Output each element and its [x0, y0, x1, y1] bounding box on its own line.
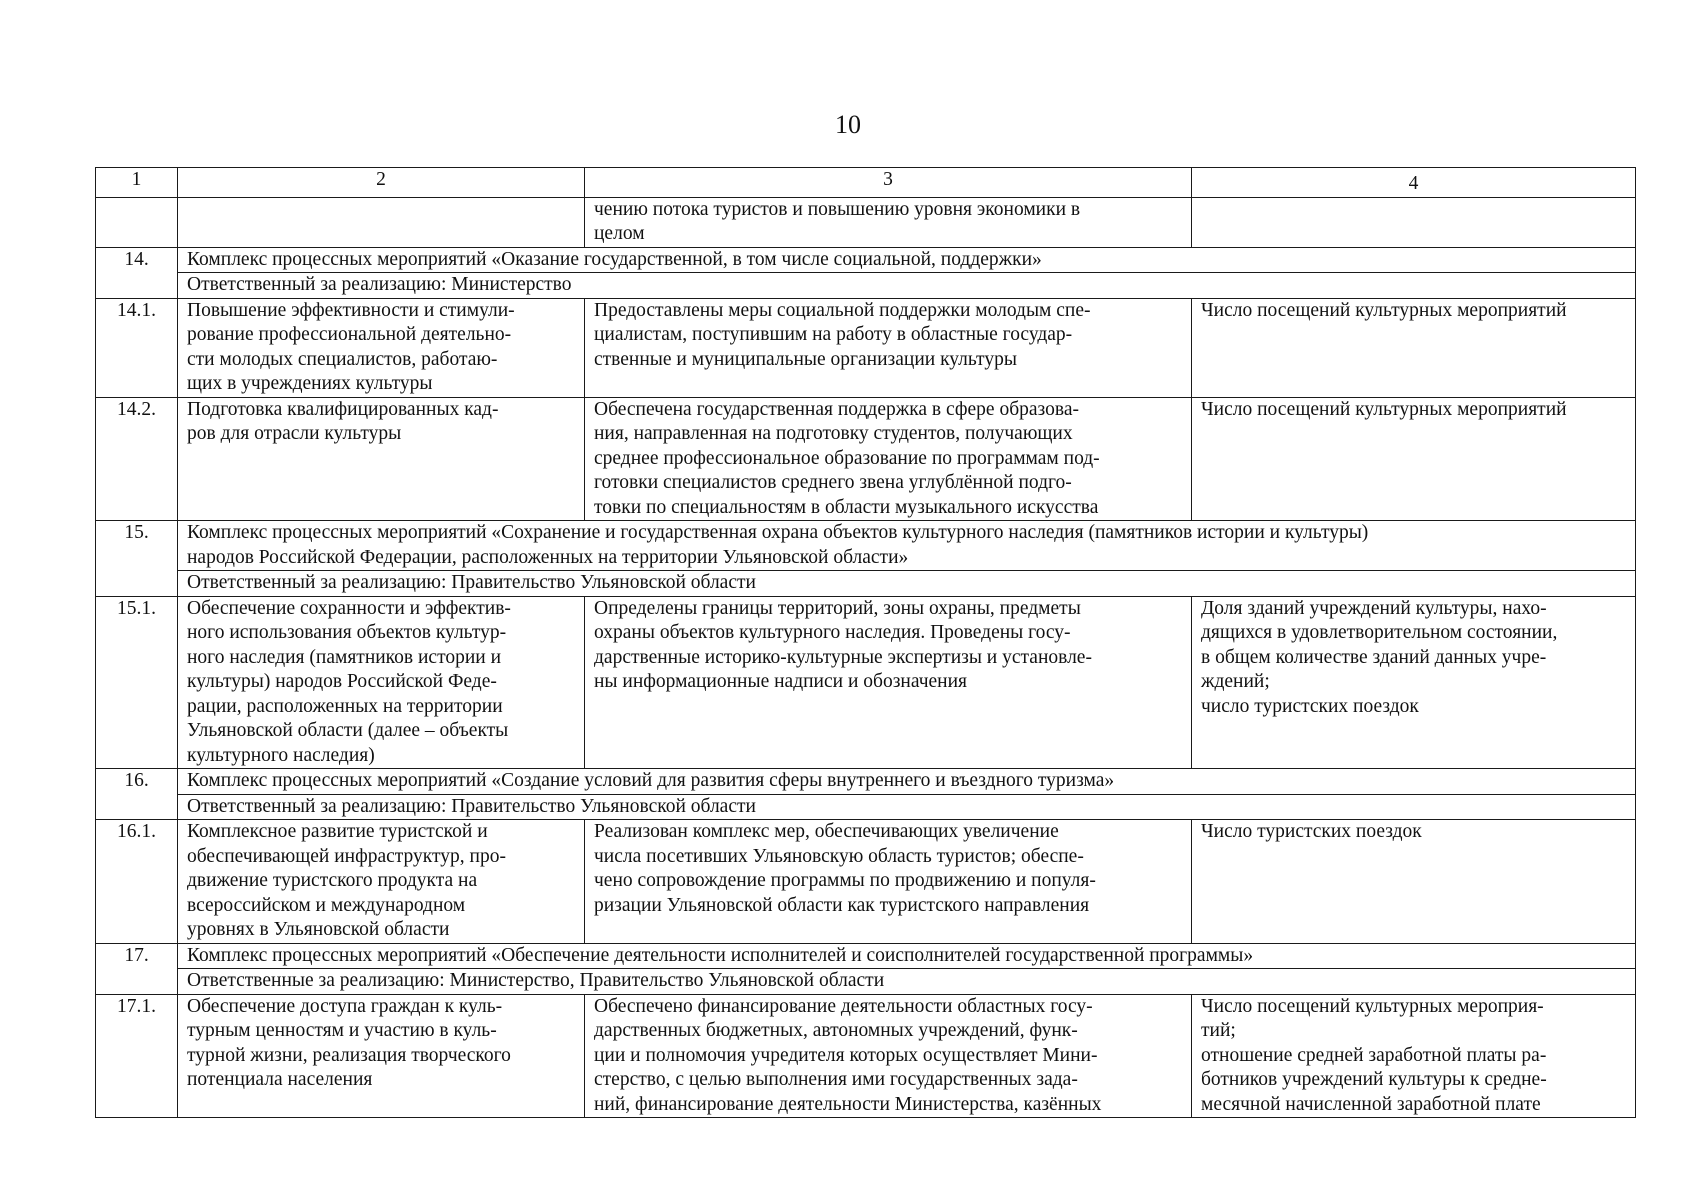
item-indicator-line: дящихся в удовлетворительном состоянии, [1201, 622, 1558, 643]
item-result-line: чено сопровождение программы по продвижению и популя- [594, 870, 1096, 891]
item-activity-line: турной жизни, реализация творческого [187, 1044, 511, 1066]
item-activity-line: Повышение эффективности и стимули- [187, 299, 515, 321]
item-indicator-cell [1192, 820, 1636, 944]
section-responsible-cell: Ответственный за реализацию: Правительство Ульяновской области [178, 571, 1636, 597]
section-number-cell: 17. [96, 943, 178, 994]
item-number-cell: 17.1. [96, 994, 178, 1118]
item-result-line: числа посетивших Ульяновскую область туристов; обеспе- [594, 845, 1084, 867]
item-result-line: Реализован комплекс мер, обеспечивающих увеличение [594, 821, 1059, 842]
item-row [96, 596, 1636, 769]
item-result-line: готовки специалистов среднего звена углублённой подго- [594, 472, 1072, 493]
item-result-line: ний, финансирование деятельности Министерства, казённых [594, 1093, 1102, 1115]
continuation-num-cell [96, 197, 178, 247]
continuation-col3-cell [585, 197, 1192, 247]
item-result-line: циалистам, поступившим на работу в областные государ- [594, 324, 1073, 345]
section-title-cell [178, 247, 1636, 273]
section-number-cell: 14. [96, 247, 178, 298]
item-activity-line: потенциала населения [187, 1069, 373, 1090]
item-result-line: дарственных бюджетных, автономных учреждений, функ- [594, 1020, 1078, 1041]
item-activity-line: Ульяновской области (далее – объекты [187, 720, 509, 741]
section-title-cell [178, 943, 1636, 969]
section-title-line: Комплекс процессных мероприятий «Сохранение и государственная охрана объектов культурного наследия (памятников истории и культуры) [187, 522, 1369, 543]
item-indicator-line: тий; [1201, 1020, 1236, 1041]
item-indicator-cell [1192, 994, 1636, 1118]
item-activity-line: рации, расположенных на территории [187, 695, 503, 717]
item-activity-line: турным ценностям и участию в куль- [187, 1020, 497, 1041]
section-title-row [96, 769, 1636, 795]
item-result-cell [585, 994, 1192, 1118]
item-activity-line: культуры) народов Российской Феде- [187, 671, 497, 692]
header-col-2: 2 [178, 168, 585, 198]
item-indicator-line: Число посещений культурных мероприя- [1201, 995, 1544, 1017]
header-row [96, 168, 1636, 198]
section-responsible-row [96, 794, 1636, 820]
item-indicator-line: отношение средней заработной платы ра- [1201, 1044, 1547, 1066]
item-result-cell [585, 820, 1192, 944]
item-result-line: ции и полномочия учредителя которых осуществляет Мини- [594, 1044, 1098, 1066]
section-title-line: Комплекс процессных мероприятий «Обеспечение деятельности исполнителей и соисполнителей государственной программы» [187, 944, 1254, 966]
continuation-line: чению потока туристов и повышению уровня экономики в [594, 198, 1081, 220]
item-result-line: стерство, с целью выполнения ими государственных зада- [594, 1069, 1078, 1090]
item-row [96, 397, 1636, 521]
item-row [96, 298, 1636, 397]
header-col-3: 3 [585, 168, 1192, 198]
item-activity-line: ного использования объектов культур- [187, 622, 507, 643]
item-activity-line: движение туристского продукта на [187, 870, 478, 891]
section-title-line: народов Российской Федерации, расположенных на территории Ульяновской области» [187, 546, 909, 568]
item-activity-line: ров для отрасли культуры [187, 423, 402, 444]
table-body [96, 197, 1636, 1118]
section-responsible-row [96, 969, 1636, 995]
item-number-cell: 16.1. [96, 820, 178, 944]
section-title-line: Комплекс процессных мероприятий «Создание условий для развития сферы внутреннего и въездного туризма» [187, 770, 1115, 791]
item-indicator-line: Число посещений культурных мероприятий [1201, 299, 1567, 321]
item-result-cell [585, 397, 1192, 521]
item-indicator-line: число туристских поездок [1201, 695, 1419, 717]
section-number-cell: 16. [96, 769, 178, 820]
item-indicator-line: Число посещений культурных мероприятий [1201, 398, 1567, 420]
section-title-cell [178, 769, 1636, 795]
item-indicator-line: месячной начисленной заработной плате [1201, 1093, 1541, 1115]
item-result-line: Обеспечена государственная поддержка в сфере образова- [594, 398, 1079, 420]
header-col-1: 1 [96, 168, 178, 198]
section-number-cell: 15. [96, 521, 178, 597]
item-result-cell [585, 596, 1192, 769]
item-indicator-line: ботников учреждений культуры к средне- [1201, 1069, 1547, 1090]
item-result-line: Предоставлены меры социальной поддержки молодым спе- [594, 299, 1091, 321]
section-responsible-row [96, 273, 1636, 299]
item-activity-line: сти молодых специалистов, работаю- [187, 348, 498, 370]
item-activity-cell [178, 298, 585, 397]
section-title-row [96, 943, 1636, 969]
item-activity-cell [178, 596, 585, 769]
item-indicator-line: ждений; [1201, 671, 1270, 692]
item-row [96, 994, 1636, 1118]
item-activity-line: щих в учреждениях культуры [187, 373, 433, 394]
section-responsible-row [96, 571, 1636, 597]
section-title-row [96, 247, 1636, 273]
item-result-cell [585, 298, 1192, 397]
item-indicator-line: Доля зданий учреждений культуры, нахо- [1201, 597, 1547, 619]
item-activity-line: рование профессиональной деятельно- [187, 324, 512, 345]
continuation-col2-cell [178, 197, 585, 247]
item-activity-cell [178, 994, 585, 1118]
item-result-line: Определены границы территорий, зоны охраны, предметы [594, 597, 1081, 619]
section-title-row [96, 521, 1636, 571]
continuation-row [96, 197, 1636, 247]
item-activity-line: Обеспечение сохранности и эффектив- [187, 597, 511, 619]
item-activity-line: обеспечивающей инфраструктур, про- [187, 845, 506, 867]
item-result-line: ственные и муниципальные организации культуры [594, 348, 1017, 370]
item-activity-line: Подготовка квалифицированных кад- [187, 398, 499, 420]
header-col-4: 4 [1192, 168, 1636, 198]
section-title-cell [178, 521, 1636, 571]
item-result-line: охраны объектов культурного наследия. Проведены госу- [594, 622, 1071, 643]
item-number-cell: 15.1. [96, 596, 178, 769]
item-result-line: товки по специальностям в области музыкального искусства [594, 496, 1099, 518]
item-indicator-line: в общем количестве зданий данных учре- [1201, 646, 1547, 668]
item-number-cell: 14.1. [96, 298, 178, 397]
item-row [96, 820, 1636, 944]
item-indicator-line: Число туристских поездок [1201, 821, 1422, 842]
item-indicator-cell [1192, 298, 1636, 397]
item-activity-line: Обеспечение доступа граждан к куль- [187, 995, 503, 1017]
item-indicator-cell [1192, 596, 1636, 769]
item-result-line: ризации Ульяновской области как туристского направления [594, 894, 1090, 916]
item-indicator-cell [1192, 397, 1636, 521]
program-table [95, 167, 1636, 1118]
continuation-col4-cell [1192, 197, 1636, 247]
section-title-line: Комплекс процессных мероприятий «Оказание государственной, в том числе социальной, поддержки» [187, 248, 1042, 270]
item-activity-cell [178, 397, 585, 521]
item-result-line: ны информационные надписи и обозначения [594, 671, 968, 692]
item-activity-line: Комплексное развитие туристской и [187, 821, 488, 842]
item-result-line: среднее профессиональное образование по программам под- [594, 447, 1100, 469]
item-activity-cell [178, 820, 585, 944]
item-activity-line: культурного наследия) [187, 744, 375, 766]
item-result-line: Обеспечено финансирование деятельности областных госу- [594, 995, 1093, 1017]
continuation-line: целом [594, 223, 645, 244]
page-number: 10 [835, 110, 861, 139]
item-activity-line: уровнях в Ульяновской области [187, 919, 450, 940]
item-activity-line: ного наследия (памятников истории и [187, 646, 502, 668]
item-activity-line: всероссийском и международном [187, 894, 466, 916]
section-responsible-cell: Ответственный за реализацию: Правительство Ульяновской области [178, 794, 1636, 820]
section-responsible-cell: Ответственный за реализацию: Министерство [178, 273, 1636, 299]
item-result-line: дарственные историко-культурные экспертизы и установле- [594, 646, 1092, 668]
item-number-cell: 14.2. [96, 397, 178, 521]
item-result-line: ния, направленная на подготовку студентов, получающих [594, 423, 1073, 444]
section-responsible-cell: Ответственные за реализацию: Министерство, Правительство Ульяновской области [178, 969, 1636, 995]
